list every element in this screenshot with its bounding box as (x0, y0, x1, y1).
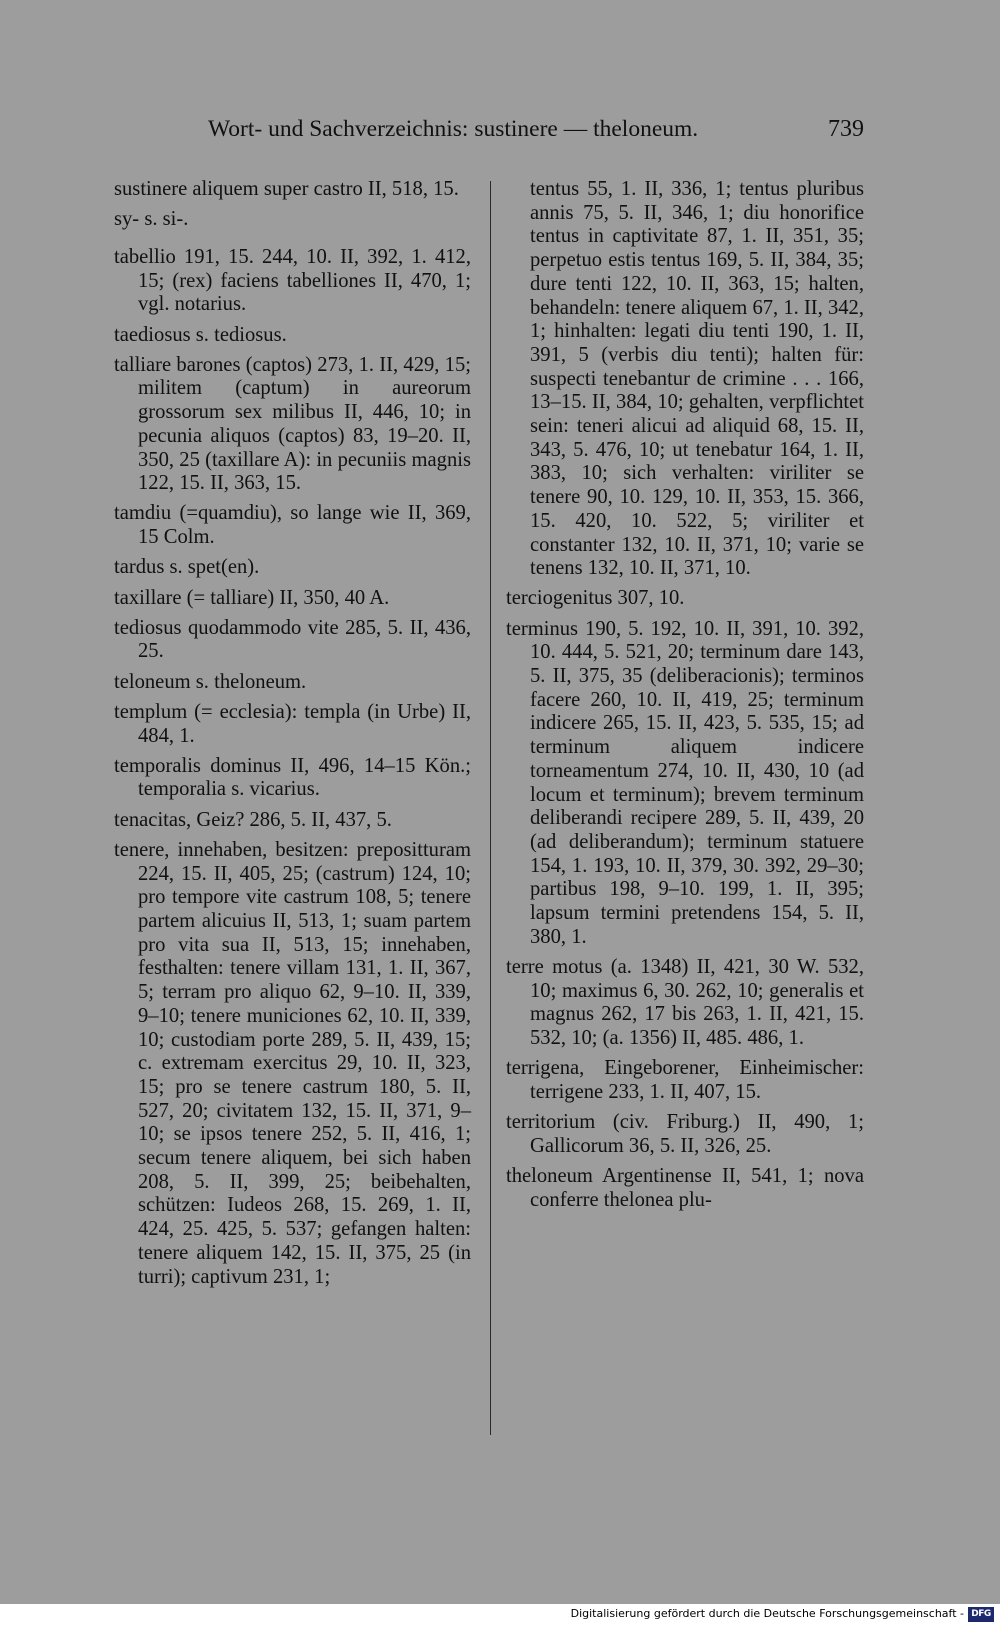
column-divider (490, 181, 491, 1435)
index-entry: tardus s. spet(en). (114, 556, 260, 579)
index-entry: terciogenitus 307, 10. (506, 587, 685, 610)
running-title: Wort- und Sachverzeichnis: sustinere — theloneum. (208, 116, 699, 142)
page-number: 739 (828, 116, 864, 142)
index-entry: templum (= ecclesia): templa (in Urbe) II, 484, 1. (114, 700, 471, 747)
index-entry: teloneum s. theloneum. (114, 670, 307, 693)
index-entry: terminus 190, 5. 192, 10. II, 391, 10. 392, 10. 444, 5. 521, 20; terminum dare 143, 5. II, 375, 35 (deliberacionis); terminos facere 260, 10. II, 419, 25; terminum indicere 265, 15. II, 423, 5. 535, 15; ad terminum aliquem indicere torneamentum 274, 10. II, 430, 10 (ad locum et terminum); brevem terminum deliberandi recipere 289, 5. II, 439, 20 (ad deliberandum); terminum statuere 154, 1. 193, 10. II, 379, 30. 392, 29–30; partibus 198, 9–10. 199, 1. II, 395; lapsum termini pretendens 154, 5. II, 380, 1. (506, 617, 864, 948)
index-entry: tamdiu (=quamdiu), so lange wie II, 369, 15 Colm. (114, 502, 471, 549)
dfg-logo-icon: DFG (968, 1607, 994, 1622)
digitization-footer (0, 1604, 1000, 1626)
index-entry: sustinere aliquem super castro II, 518, 15. (114, 178, 459, 200)
index-entry-continued: tentus 55, 1. II, 336, 1; tentus pluribus annis 75, 5. II, 346, 1; diu honorifice tentus in captivitate 87, 1. II, 351, 35; perpetuo estis tentus 169, 5. II, 384, 35; dure tenti 122, 10. II, 363, 15; halten, behandeln: tenere aliquem 67, 1. II, 342, 1; hinhalten: legati diu tenti 190, 1. II, 391, 5 (verbis diu tenti); halten für: suspecti tenebantur de crimine . . . 166, 13–15. II, 384, 10; gehalten, verpflichtet sein: teneri alicui ad aliquid 68, 15. II, 343, 5. 476, 10; ut tenebatur 164, 1. II, 383, 10; sich verhalten: viriliter se tenere 90, 10. 129, 10. II, 353, 15. 366, 15. 420, 10. 522, 5; viriliter et constanter 132, 10. II, 371, 10; varie se tenens 132, 10. II, 371, 10. (530, 178, 864, 580)
index-entry: theloneum Argentinense II, 541, 1; nova conferre thelonea plu- (506, 1165, 864, 1211)
index-entry: tediosus quodammodo vite 285, 5. II, 436, 25. (114, 616, 471, 663)
index-entry: talliare barones (captos) 273, 1. II, 429, 15; militem (captum) in aureorum grossorum sex milibus II, 446, 10; in pecunia aliquos (captos) 83, 19–20. II, 350, 25 (taxillare A): in pecuniis magnis 122, 15. II, 363, 15. (114, 353, 471, 495)
index-entry: tenere, innehaben, besitzen: prepositturam 224, 15. II, 405, 25; (castrum) 124, 10; pro tempore vite castrum 108, 5; tenere partem alicuius II, 513, 1; suam partem pro vita sua II, 513, 15; innehaben, festhalten: tenere villam 131, 1. II, 367, 5; terram pro aliquo 62, 9–10. II, 339, 9–10; tenere municiones 62, 10. II, 339, 10; custodiam porte 289, 5. II, 439, 15; c. extremam exercitus 29, 10. II, 323, 15; pro se tenere castrum 180, 5. II, 527, 20; civitatem 132, 15. II, 371, 9–10; se ipsos tenere 252, 5. II, 416, 1; secum tenere aliquem, bei sich haben 208, 5. II, 399, 25; beibehalten, schützen: Iudeos 268, 15. 269, 1. II, 424, 25. 425, 5. 537; gefangen halten: tenere aliquem 142, 15. II, 375, 25 (in turri); captivum 231, 1; (114, 838, 471, 1288)
index-entry: terre motus (a. 1348) II, 421, 30 W. 532, 10; maximus 6, 30. 262, 10; generalis et magnus 262, 17 bis 263, 1. II, 421, 15. 532, 10; (a. 1356) II, 485. 486, 1. (506, 956, 864, 1050)
index-entry: terrigena, Eingeborener, Einheimischer: terrigene 233, 1. II, 407, 15. (506, 1057, 864, 1104)
index-entry: temporalis dominus II, 496, 14–15 Kön.; temporalia s. vicarius. (114, 754, 471, 801)
index-entry: sy- s. si-. (114, 208, 189, 231)
left-column (114, 178, 471, 1296)
digitization-note: Digitalisierung gefördert durch die Deutsche Forschungsgemeinschaft - (570, 1607, 964, 1620)
index-entry: territorium (civ. Friburg.) II, 490, 1; Gallicorum 36, 5. II, 326, 25. (506, 1111, 864, 1157)
index-entry: tenacitas, Geiz? 286, 5. II, 437, 5. (114, 808, 392, 831)
index-entry: taxillare (= talliare) II, 350, 40 A. (114, 586, 390, 609)
index-entry: taediosus s. tediosus. (114, 323, 287, 346)
index-entry: tabellio 191, 15. 244, 10. II, 392, 1. 412, 15; (rex) faciens tabelliones II, 470, 1; vgl. notarius. (114, 245, 471, 316)
right-column (506, 178, 864, 1219)
